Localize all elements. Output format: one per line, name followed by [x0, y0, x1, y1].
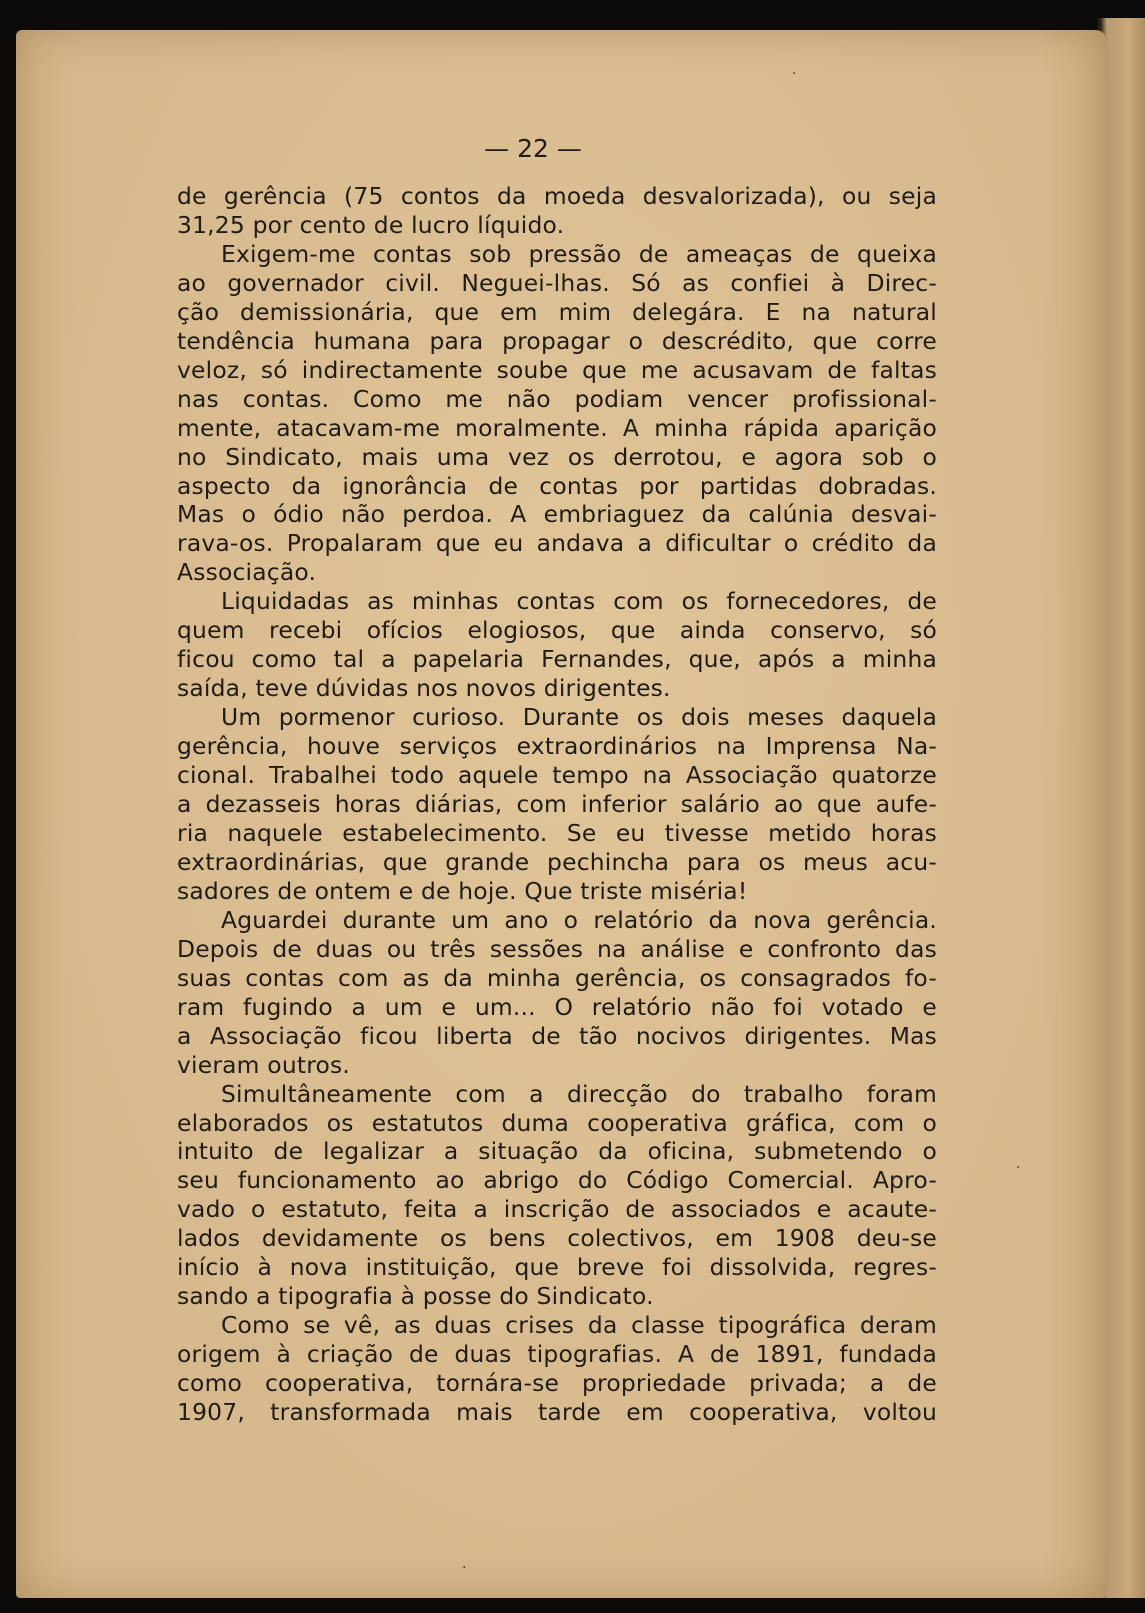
- text-line: ficou como tal a papelaria Fernandes, que, após a minha: [177, 645, 937, 674]
- text-line: Como se vê, as duas crises da classe tipográfica deram: [221, 1311, 937, 1340]
- text-line: Exigem-me contas sob pressão de ameaças de queixa: [221, 239, 937, 268]
- text-line: rava-os. Propalaram que eu andava a dificultar o crédito da: [177, 529, 937, 558]
- text-line: 31,25 por cento de lucro líquido.: [177, 210, 565, 239]
- text-line: vado o estatuto, feita a inscrição de associados e acaute-: [177, 1195, 937, 1224]
- text-line: seu funcionamento ao abrigo do Código Comercial. Apro-: [177, 1166, 937, 1195]
- text-line: ção demissionária, que em mim delegára. E na natural: [177, 297, 937, 326]
- text-line: Associação.: [177, 558, 317, 587]
- paper-stain: ·: [792, 66, 797, 82]
- text-line: nas contas. Como me não podiam vencer profissional-: [177, 384, 937, 413]
- text-line: tendência humana para propagar o descrédito, que corre: [177, 326, 937, 355]
- text-line: lados devidamente os bens colectivos, em 1908 deu-se: [177, 1224, 937, 1253]
- text-line: elaborados os estatutos duma cooperativa gráfica, com o: [177, 1108, 937, 1137]
- text-line: ria naquele estabelecimento. Se eu tivesse metido horas: [177, 818, 937, 847]
- text-line: Simultâneamente com a direcção do trabalho foram: [221, 1079, 937, 1108]
- text-line: a dezasseis horas diárias, com inferior salário ao que aufe-: [177, 790, 937, 819]
- text-line: ram fugindo a um e um... O relatório não foi votado e: [177, 992, 937, 1021]
- text-line: intuito de legalizar a situação da oficina, submetendo o: [177, 1137, 937, 1166]
- text-line: 1907, transformada mais tarde em cooperativa, voltou: [177, 1398, 937, 1427]
- text-line: início à nova instituição, que breve foi dissolvida, regres-: [177, 1253, 937, 1282]
- text-line: saída, teve dúvidas nos novos dirigentes.: [177, 674, 671, 703]
- text-line: suas contas com as da minha gerência, os consagrados fo-: [177, 963, 937, 992]
- text-line: Mas o ódio não perdoa. A embriaguez da calúnia desvai-: [177, 500, 937, 529]
- text-line: a Associação ficou liberta de tão nocivos dirigentes. Mas: [177, 1021, 937, 1050]
- text-line: veloz, só indirectamente soube que me acusavam de faltas: [177, 355, 937, 384]
- text-line: aspecto da ignorância de contas por partidas dobradas.: [177, 471, 937, 500]
- text-line: vieram outros.: [177, 1050, 351, 1079]
- text-line: gerência, houve serviços extraordinários na Imprensa Na-: [177, 732, 937, 761]
- text-line: cional. Trabalhei todo aquele tempo na Associação quatorze: [177, 761, 937, 790]
- text-line: Liquidadas as minhas contas com os fornecedores, de: [221, 587, 937, 616]
- text-line: Depois de duas ou três sessões na análise e confronto das: [177, 934, 937, 963]
- text-line: de gerência (75 contos da moeda desvalorizada), ou seja: [177, 182, 937, 210]
- bottom-speck: ·: [462, 1560, 467, 1576]
- text-line: mente, atacavam-me moralmente. A minha rápida aparição: [177, 413, 937, 442]
- text-line: no Sindicato, mais uma vez os derrotou, e agora sob o: [177, 442, 937, 471]
- text-line: origem à criação de duas tipografias. A de 1891, fundada: [177, 1340, 937, 1369]
- text-line: quem recebi ofícios elogiosos, que ainda conservo, só: [177, 616, 937, 645]
- text-line: Um pormenor curioso. Durante os dois meses daquela: [221, 703, 937, 732]
- text-line: extraordinárias, que grande pechincha para os meus acu-: [177, 847, 937, 876]
- text-line: sadores de ontem e de hoje. Que triste miséria!: [177, 876, 748, 905]
- text-line: ao governador civil. Neguei-lhas. Só as confiei à Direc-: [177, 268, 937, 297]
- body-text: [177, 182, 937, 1427]
- text-line: como cooperativa, tornára-se propriedade privada; a de: [177, 1369, 937, 1398]
- page-number: — 22 —: [484, 134, 582, 163]
- text-line: sando a tipografia à posse do Sindicato.: [177, 1282, 654, 1311]
- text-line: Aguardei durante um ano o relatório da nova gerência.: [221, 905, 937, 934]
- margin-speck: ·: [1016, 1160, 1021, 1176]
